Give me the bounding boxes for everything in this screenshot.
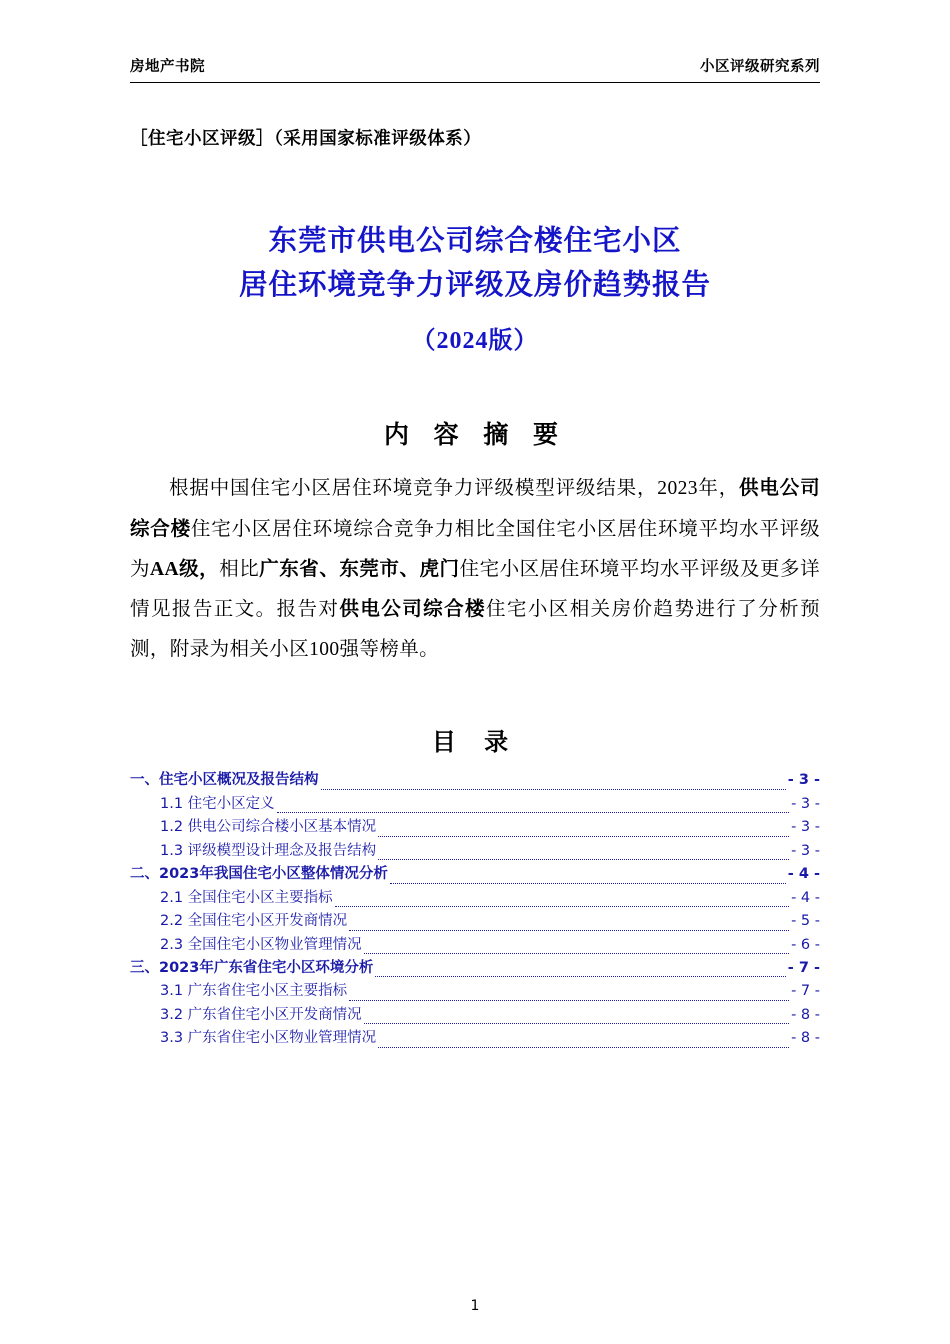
page-number: 1 (470, 1298, 480, 1314)
abstract-body (130, 469, 820, 670)
toc-entry-label: 2.3 全国住宅小区物业管理情况 (160, 936, 362, 953)
toc-leader-dots (349, 988, 789, 1001)
toc-entry-page: - 3 - (787, 772, 820, 789)
toc-entry-page: - 3 - (791, 795, 820, 812)
toc-entry-label: 2.2 全国住宅小区开发商情况 (160, 913, 348, 930)
toc-entry-label: 二、2023年我国住宅小区整体情况分析 (130, 866, 388, 883)
toc-entry-page: - 5 - (791, 913, 820, 930)
toc-leader-dots (378, 823, 789, 836)
toc-leader-dots (390, 870, 786, 883)
toc-entry[interactable] (130, 980, 820, 1003)
toc-entry-page: - 3 - (791, 819, 820, 836)
toc-entry[interactable] (130, 1004, 820, 1027)
abstract-bold-2: AA级， (150, 558, 220, 580)
toc-entry[interactable] (130, 769, 820, 792)
toc-entry[interactable] (130, 816, 820, 839)
toc-entry-page: - 7 - (787, 960, 820, 976)
toc-leader-dots (378, 847, 789, 860)
running-head-left: 房地产书院 (130, 59, 205, 75)
toc-entry-label: 3.3 广东省住宅小区物业管理情况 (160, 1030, 377, 1047)
toc-entry-label: 2.1 全国住宅小区主要指标 (160, 889, 333, 906)
toc-entry[interactable] (130, 957, 820, 980)
toc-entry-label: 三、2023年广东省住宅小区环境分析 (130, 960, 374, 976)
toc-entry-label: 3.2 广东省住宅小区开发商情况 (160, 1006, 362, 1023)
title-block (130, 220, 820, 355)
abstract-seg-5: 住宅小区相关房价趋势进行了分析预测，附录为相关小区100强等榜单。 (130, 598, 820, 660)
toc-entry-page: - 8 - (791, 1006, 820, 1023)
toc-entry-label: 一、住宅小区概况及报告结构 (130, 772, 319, 789)
toc-entry-page: - 3 - (791, 842, 820, 859)
toc-heading: 目 录 (431, 728, 519, 757)
running-head-right: 小区评级研究系列 (700, 59, 820, 75)
report-category-line: ［住宅小区评级］（采用国家标准评级体系） (130, 128, 482, 148)
toc-leader-dots (321, 776, 786, 789)
toc-entry-label: 1.2 供电公司综合楼小区基本情况 (160, 819, 377, 836)
toc-leader-dots (378, 1035, 789, 1048)
toc-entry[interactable] (130, 1027, 820, 1050)
report-title-line-1: 东莞市供电公司综合楼住宅小区 (268, 226, 682, 257)
toc-entry-page: - 6 - (791, 936, 820, 953)
toc-leader-dots (364, 1011, 789, 1024)
toc-leader-dots (335, 894, 789, 907)
abstract-bold-3: 广东省、东莞市、虎门 (259, 558, 460, 580)
toc-leader-dots (375, 964, 785, 977)
toc-entry[interactable] (130, 934, 820, 957)
abstract-bold-1: 供电公司综合楼 (130, 478, 820, 540)
toc-entry-page: - 8 - (791, 1030, 820, 1047)
abstract-seg-2: 住宅小区居住环境综合竞争力相比全国住宅小区居住环境平均水平评级为 (130, 518, 820, 580)
report-edition: （2024版） (411, 328, 539, 355)
toc-entry[interactable] (130, 910, 820, 933)
abstract-seg-3: 相比 (219, 558, 260, 580)
toc-entry-label: 1.1 住宅小区定义 (160, 795, 275, 812)
toc-entry[interactable] (130, 887, 820, 910)
toc-entry[interactable] (130, 863, 820, 886)
toc-entry-page: - 4 - (787, 866, 820, 883)
toc-entry-page: - 4 - (791, 889, 820, 906)
abstract-bold-4: 供电公司综合楼 (339, 598, 486, 620)
abstract-heading: 内 容 摘 要 (383, 420, 567, 450)
report-title-line-2: 居住环境竞争力评级及房价趋势报告 (238, 270, 711, 302)
toc-entry[interactable] (130, 793, 820, 816)
running-head (130, 55, 820, 83)
toc-leader-dots (349, 917, 789, 930)
toc-entry-page: - 7 - (791, 983, 820, 1000)
abstract-seg-1: 根据中国住宅小区居住环境竞争力评级模型评级结果，2023年， (169, 478, 740, 500)
toc-leader-dots (277, 800, 789, 813)
toc-leader-dots (364, 941, 789, 954)
toc-entry-label: 1.3 评级模型设计理念及报告结构 (160, 842, 377, 859)
toc-entry[interactable] (130, 840, 820, 863)
abstract-seg-4: 住宅小区居住环境平均水平评级及更多详情见报告正文。报告对 (130, 558, 820, 620)
toc-list (130, 769, 820, 1051)
toc-entry-label: 3.1 广东省住宅小区主要指标 (160, 983, 348, 1000)
